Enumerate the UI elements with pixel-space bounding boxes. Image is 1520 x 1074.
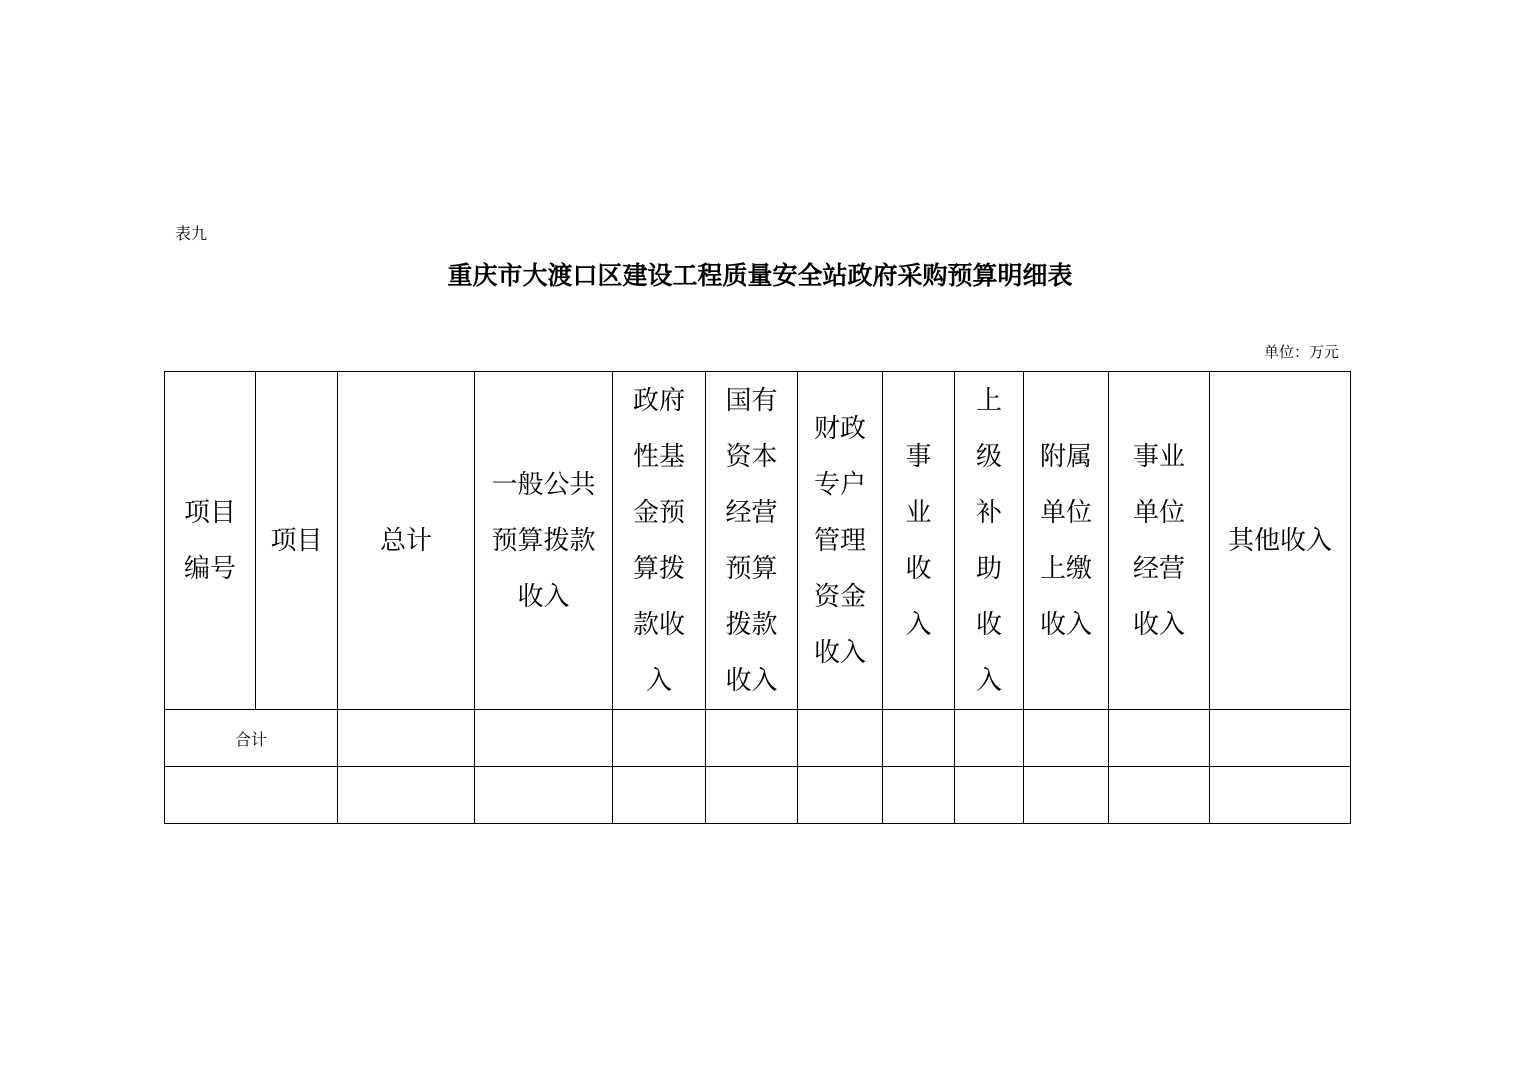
table-cell: [613, 767, 706, 824]
table-cell: [798, 710, 883, 767]
table-cell: [475, 710, 613, 767]
table-cell: [1024, 710, 1109, 767]
table-cell: [883, 767, 955, 824]
table-number: 表九: [175, 224, 208, 243]
header-project: 项目: [256, 372, 338, 710]
table-row: [165, 767, 1351, 824]
table-cell: [1109, 710, 1210, 767]
header-operating-income: 事业单位经营收入: [1109, 372, 1210, 710]
header-affiliated-income: 附属单位上缴收入: [1024, 372, 1109, 710]
table-cell: [1109, 767, 1210, 824]
budget-table: [164, 371, 1351, 824]
table-cell: [883, 710, 955, 767]
table-cell: [475, 767, 613, 824]
header-superior-subsidy: 上级补助收入: [955, 372, 1024, 710]
header-general-budget: 一般公共预算拨款收入: [475, 372, 613, 710]
header-row: [165, 372, 1351, 710]
table-cell: [955, 767, 1024, 824]
header-business-income: 事业收入: [883, 372, 955, 710]
table-cell: [1210, 767, 1351, 824]
table-cell: [613, 710, 706, 767]
header-total: 总计: [338, 372, 475, 710]
header-other-income: 其他收入: [1210, 372, 1351, 710]
header-state-capital: 国有资本经营预算拨款收入: [706, 372, 798, 710]
page-title: 重庆市大渡口区建设工程质量安全站政府采购预算明细表: [447, 261, 1073, 290]
table-cell: [165, 767, 338, 824]
table-cell: [1024, 767, 1109, 824]
table-cell: [338, 767, 475, 824]
table-cell: [955, 710, 1024, 767]
total-row-label: 合计: [165, 710, 338, 767]
table-cell: [798, 767, 883, 824]
header-special-account: 财政专户管理资金收入: [798, 372, 883, 710]
header-gov-fund: 政府性基金预算拨款收入: [613, 372, 706, 710]
unit-label: 单位：万元: [1263, 343, 1339, 361]
table-cell: [706, 710, 798, 767]
table-cell: [338, 710, 475, 767]
total-row: [165, 710, 1351, 767]
header-project-code: 项目编号: [165, 372, 256, 710]
table-cell: [706, 767, 798, 824]
table-cell: [1210, 710, 1351, 767]
